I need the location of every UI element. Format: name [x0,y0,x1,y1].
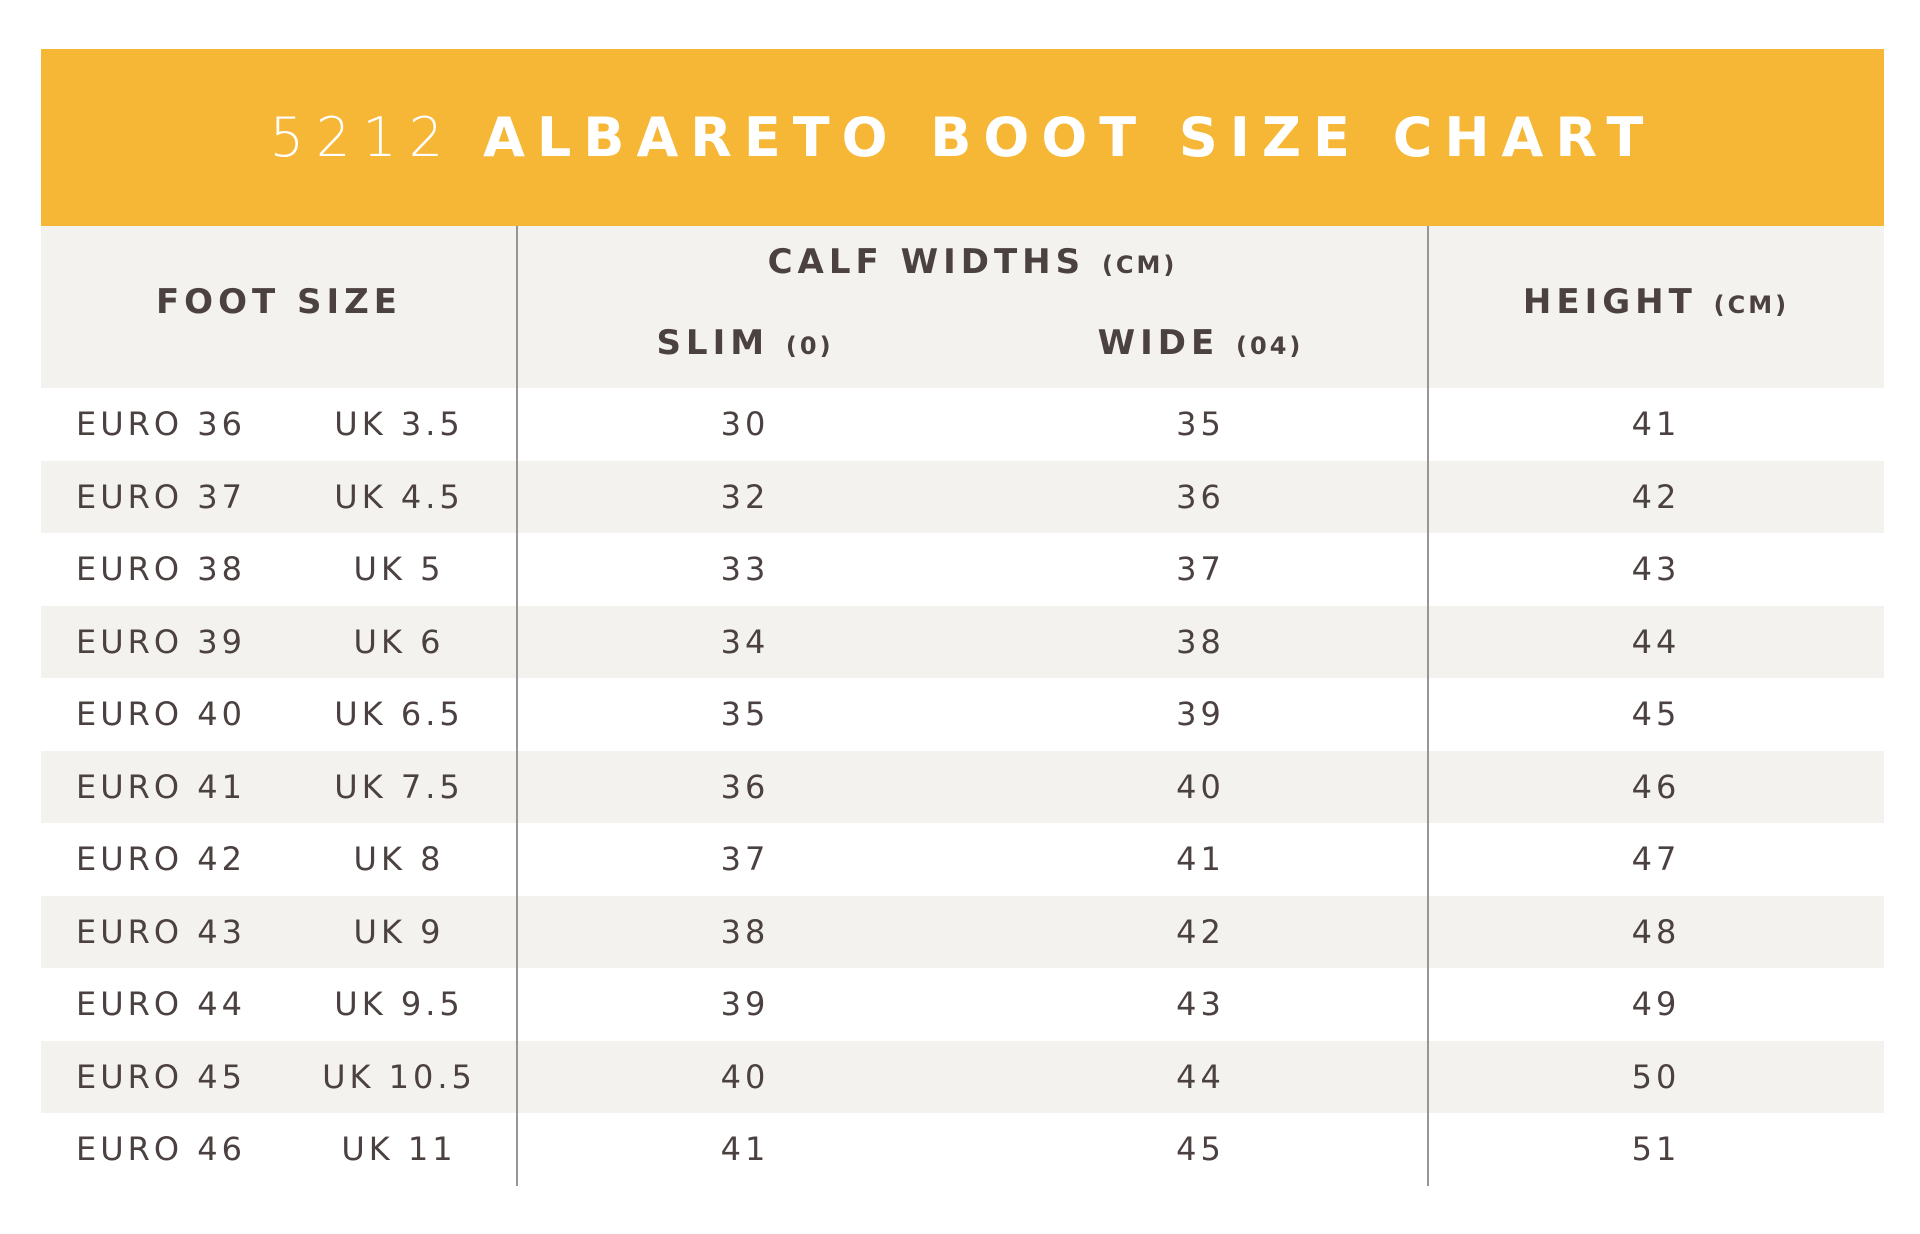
slim-code: (0) [785,332,834,360]
table-header [41,226,1884,388]
euro-size-cell: EURO 42 [76,840,246,879]
height-label [1428,282,1884,322]
euro-size-cell: EURO 37 [76,477,246,516]
wide-code: (04) [1236,332,1304,360]
header-height [1428,226,1884,388]
wide-width-cell: 41 [1176,840,1225,879]
height-cell: 44 [1631,622,1681,661]
wide-width-cell: 37 [1176,550,1225,589]
calf-widths-unit: (CM) [1101,251,1178,279]
header-calf-widths [517,226,1428,388]
euro-size-cell: EURO 45 [76,1057,246,1096]
table-row [41,1041,1884,1114]
slim-width-cell: 34 [720,622,770,661]
uk-size-cell: UK 9.5 [334,985,464,1024]
wide-label [973,323,1428,363]
slim-width-cell: 30 [720,405,770,444]
slim-width-cell: 37 [720,840,770,879]
euro-size-cell: EURO 40 [76,695,246,734]
height-cell: 42 [1631,477,1681,516]
wide-width-cell: 43 [1176,985,1225,1024]
euro-size-cell: EURO 46 [76,1130,246,1169]
header-foot-size [41,226,517,388]
table-body [41,388,1884,1186]
slim-text: SLIM [656,323,770,363]
table-row [41,678,1884,751]
table-row [41,823,1884,896]
euro-size-cell: EURO 38 [76,550,246,589]
column-divider [516,226,518,388]
wide-text: WIDE [1097,323,1220,363]
column-divider [516,388,518,1186]
table-row [41,968,1884,1041]
calf-widths-label [517,242,1428,282]
euro-size-cell: EURO 43 [76,912,246,951]
title-bar [41,49,1884,226]
column-divider [1427,226,1429,388]
uk-size-cell: UK 7.5 [334,767,464,806]
height-cell: 51 [1631,1130,1681,1169]
uk-size-cell: UK 8 [353,840,445,879]
table-row [41,896,1884,969]
euro-size-cell: EURO 36 [76,405,246,444]
euro-size-cell: EURO 41 [76,767,246,806]
slim-width-cell: 41 [720,1130,770,1169]
wide-width-cell: 35 [1176,405,1225,444]
slim-width-cell: 35 [720,695,770,734]
height-cell: 49 [1631,985,1681,1024]
wide-width-cell: 42 [1176,912,1225,951]
euro-size-cell: EURO 44 [76,985,246,1024]
uk-size-cell: UK 11 [341,1130,457,1169]
slim-label [517,323,973,363]
height-text: HEIGHT [1522,282,1697,322]
wide-width-cell: 36 [1176,477,1225,516]
slim-width-cell: 38 [720,912,770,951]
height-cell: 46 [1631,767,1681,806]
wide-width-cell: 39 [1176,695,1225,734]
table-row [41,606,1884,679]
uk-size-cell: UK 3.5 [334,405,464,444]
uk-size-cell: UK 4.5 [334,477,464,516]
height-cell: 50 [1631,1057,1681,1096]
uk-size-cell: UK 10.5 [322,1057,476,1096]
table-row [41,533,1884,606]
height-cell: 41 [1631,405,1681,444]
table-row [41,388,1884,461]
height-cell: 45 [1631,695,1681,734]
foot-size-label: FOOT SIZE [155,282,403,322]
slim-width-cell: 39 [720,985,770,1024]
table-row [41,461,1884,534]
wide-width-cell: 45 [1176,1130,1225,1169]
height-cell: 48 [1631,912,1681,951]
slim-width-cell: 36 [720,767,770,806]
wide-width-cell: 44 [1176,1057,1225,1096]
table-row [41,751,1884,824]
uk-size-cell: UK 6.5 [334,695,464,734]
slim-width-cell: 32 [720,477,770,516]
height-cell: 43 [1631,550,1681,589]
uk-size-cell: UK 5 [353,550,445,589]
height-unit: (CM) [1713,291,1790,319]
uk-size-cell: UK 6 [353,622,445,661]
wide-width-cell: 38 [1176,622,1225,661]
uk-size-cell: UK 9 [353,912,445,951]
size-chart [41,49,1884,1186]
column-divider [1427,388,1429,1186]
title-text: ALBARETO BOOT SIZE CHART [483,106,1656,169]
calf-widths-text: CALF WIDTHS [767,242,1086,282]
slim-width-cell: 33 [720,550,770,589]
table-row [41,1113,1884,1186]
euro-size-cell: EURO 39 [76,622,246,661]
title-product-code: 5212 [269,106,456,169]
wide-width-cell: 40 [1176,767,1225,806]
slim-width-cell: 40 [720,1057,770,1096]
height-cell: 47 [1631,840,1681,879]
